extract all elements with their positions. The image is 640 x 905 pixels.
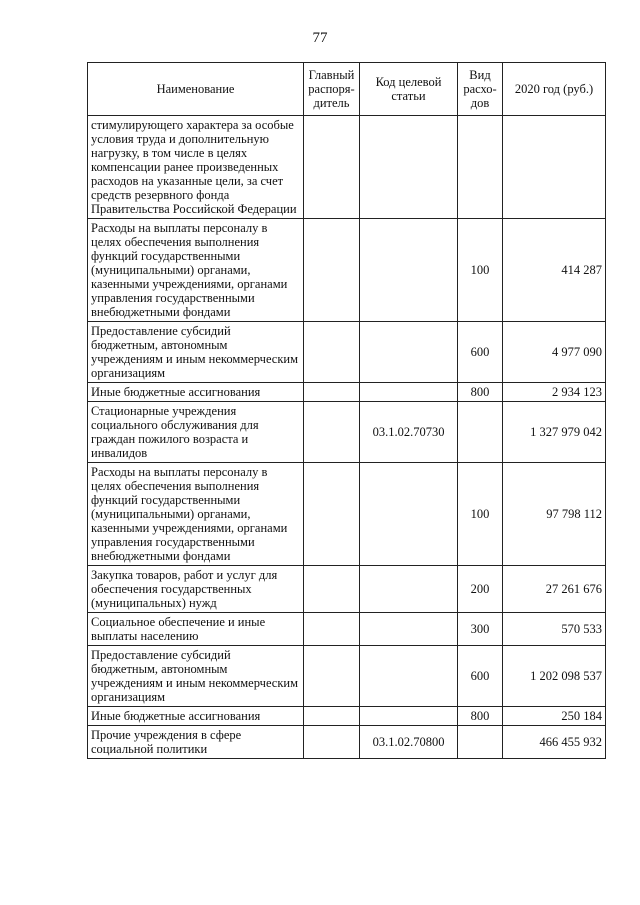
- row-name: Социальное обеспечение и иные выплаты населению: [88, 613, 304, 646]
- row-name: Стационарные учреждения социального обслуживания для граждан пожилого возраста и инвалидов: [88, 402, 304, 463]
- row-amount: [503, 116, 606, 219]
- table-header-row: [88, 63, 606, 116]
- row-code: [360, 707, 458, 726]
- row-type: 300: [458, 613, 503, 646]
- header-amount: 2020 год (руб.): [503, 63, 606, 116]
- row-code: 03.1.02.70730: [360, 402, 458, 463]
- row-code: [360, 646, 458, 707]
- row-name: Предоставление субсидий бюджетным, автономным учреждениям и иным некоммерческим организациям: [88, 646, 304, 707]
- row-owner: [304, 219, 360, 322]
- row-owner: [304, 707, 360, 726]
- row-amount: 97 798 112: [503, 463, 606, 566]
- row-owner: [304, 402, 360, 463]
- row-type: 100: [458, 219, 503, 322]
- row-amount: 27 261 676: [503, 566, 606, 613]
- row-name: Иные бюджетные ассигнования: [88, 707, 304, 726]
- row-owner: [304, 646, 360, 707]
- row-owner: [304, 383, 360, 402]
- table-row: [88, 322, 606, 383]
- row-owner: [304, 566, 360, 613]
- row-amount: 4 977 090: [503, 322, 606, 383]
- header-code: Код целевой статьи: [360, 63, 458, 116]
- row-name: Предоставление субсидий бюджетным, автономным учреждениям и иным некоммерческим организациям: [88, 322, 304, 383]
- row-name: стимулирующего характера за особые условия труда и дополнительную нагрузку, в том числе в целях компенсации ранее произведенных расходов на указанные цели, за счет средств резервного фонда Правительства Российской Федерации: [88, 116, 304, 219]
- row-amount: 1 202 098 537: [503, 646, 606, 707]
- row-type: 600: [458, 322, 503, 383]
- row-code: [360, 322, 458, 383]
- row-amount: 1 327 979 042: [503, 402, 606, 463]
- row-owner: [304, 322, 360, 383]
- header-type: Вид расхо-дов: [458, 63, 503, 116]
- table-row: [88, 116, 606, 219]
- row-type: [458, 726, 503, 759]
- table-row: [88, 646, 606, 707]
- header-owner: Главный распоря-дитель: [304, 63, 360, 116]
- row-code: [360, 116, 458, 219]
- row-code: [360, 383, 458, 402]
- row-code: [360, 566, 458, 613]
- row-type: 800: [458, 707, 503, 726]
- row-type: 800: [458, 383, 503, 402]
- row-code: [360, 463, 458, 566]
- table-row: [88, 219, 606, 322]
- row-type: 600: [458, 646, 503, 707]
- table-row: [88, 463, 606, 566]
- row-name: Расходы на выплаты персоналу в целях обеспечения выполнения функций государственными (муниципальными) органами, казенными учреждениями, органами управления государственными внебюджетными фондами: [88, 219, 304, 322]
- row-amount: 466 455 932: [503, 726, 606, 759]
- row-name: Прочие учреждения в сфере социальной политики: [88, 726, 304, 759]
- row-name: Расходы на выплаты персоналу в целях обеспечения выполнения функций государственными (муниципальными) органами, казенными учреждениями, органами управления государственными внебюджетными фондами: [88, 463, 304, 566]
- row-amount: 414 287: [503, 219, 606, 322]
- row-type: 200: [458, 566, 503, 613]
- table-row: [88, 402, 606, 463]
- header-name: Наименование: [88, 63, 304, 116]
- budget-table: [87, 62, 606, 759]
- row-name: Иные бюджетные ассигнования: [88, 383, 304, 402]
- row-amount: 2 934 123: [503, 383, 606, 402]
- table-row: [88, 383, 606, 402]
- page-number: 77: [312, 30, 328, 46]
- row-amount: 250 184: [503, 707, 606, 726]
- row-owner: [304, 116, 360, 219]
- row-owner: [304, 613, 360, 646]
- table-row: [88, 726, 606, 759]
- row-amount: 570 533: [503, 613, 606, 646]
- table-row: [88, 707, 606, 726]
- row-owner: [304, 463, 360, 566]
- row-name: Закупка товаров, работ и услуг для обеспечения государственных (муниципальных) нужд: [88, 566, 304, 613]
- row-code: [360, 219, 458, 322]
- table-row: [88, 566, 606, 613]
- row-code: 03.1.02.70800: [360, 726, 458, 759]
- row-owner: [304, 726, 360, 759]
- row-type: 100: [458, 463, 503, 566]
- row-type: [458, 116, 503, 219]
- row-code: [360, 613, 458, 646]
- row-type: [458, 402, 503, 463]
- table-row: [88, 613, 606, 646]
